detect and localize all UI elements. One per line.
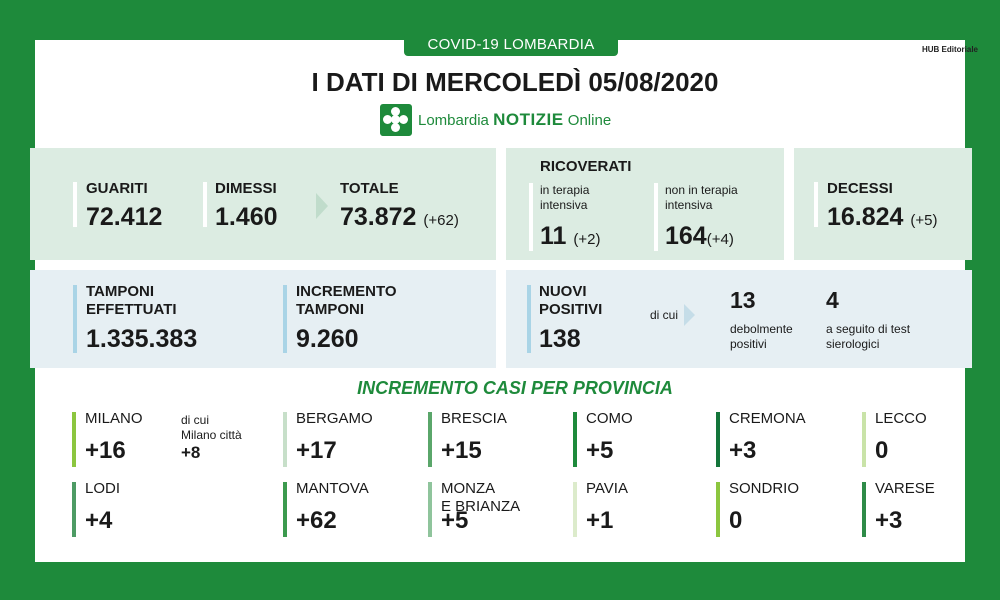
province-bar [283,412,287,467]
province-name: PAVIA [586,480,628,497]
province-name: LODI [85,480,121,497]
province-section-title: INCREMENTO CASI PER PROVINCIA [357,378,673,398]
milano-citta-value: +8 [181,443,201,462]
province-name: CREMONA [729,410,806,427]
sierologici-value: 4 [826,287,839,313]
tamponi-label: TAMPONI EFFETTUATI [86,283,177,318]
province-name: LECCO [875,410,927,427]
deboli-label: debolmente positivi [730,322,793,351]
province-value: +17 [296,437,337,464]
guariti-value: 72.412 [86,203,163,231]
province-name: COMO [586,410,633,427]
totale-value: 73.872 (+62) [340,203,459,231]
guariti-label: GUARITI [86,180,148,197]
province-name: MONZA E BRIANZA [441,480,521,515]
province-bar [862,412,866,467]
province-bar [862,482,866,537]
lombardia-logo-icon [380,104,412,136]
logo-text: Lombardia NOTIZIE Online [418,110,612,129]
region-badge: COVID-19 LOMBARDIA [404,34,618,56]
page-title: I DATI DI MERCOLEDÌ 05/08/2020 [311,67,719,97]
arrow-right-icon [316,193,328,219]
publisher-label: HUB Editoriale [922,45,979,54]
dimessi-value: 1.460 [215,203,278,231]
province-value: +3 [875,507,903,534]
decessi-label: DECESSI [827,180,893,197]
deboli-value: 13 [730,287,756,313]
province-value: +16 [85,437,126,464]
ti-label: in terapia intensiva [540,183,590,212]
province-name: VARESE [875,480,935,497]
province-value: +5 [441,507,469,534]
province-bar [573,482,577,537]
totale-label: TOTALE [340,180,399,197]
province-name: SONDRIO [729,480,800,497]
nuovi-label: NUOVI POSITIVI [539,283,603,318]
sierologici-label: a seguito di test sierologici [826,322,911,351]
province-bar [72,482,76,537]
province-value: +1 [586,507,614,534]
province-bar [72,412,76,467]
province-value: 0 [875,437,889,464]
province-bar [283,482,287,537]
province-value: +62 [296,507,337,534]
milano-note: di cui Milano città [181,413,242,442]
nti-label: non in terapia intensiva [665,183,738,212]
di-cui-label: di cui [650,308,679,322]
province-bar [716,482,720,537]
nuovi-value: 138 [539,325,581,353]
ti-value: 11 (+2) [540,222,601,250]
tamponi-value: 1.335.383 [86,325,198,353]
province-name: BRESCIA [441,410,507,427]
province-bar [428,412,432,467]
ricoverati-label: RICOVERATI [540,158,632,175]
decessi-value: 16.824 (+5) [827,203,938,231]
province-value: +4 [85,507,113,534]
province-value: +15 [441,437,482,464]
province-bar [716,412,720,467]
province-value: 0 [729,507,743,534]
province-value: +5 [586,437,614,464]
province-name: MILANO [85,410,143,427]
province-bar [428,482,432,537]
arrow-right-icon [684,304,695,326]
province-name: MANTOVA [296,480,369,497]
incremento-label: INCREMENTO TAMPONI [296,283,397,318]
province-name: BERGAMO [296,410,373,427]
nti-value: 164(+4) [665,222,734,250]
logo [380,104,611,136]
dimessi-label: DIMESSI [215,180,277,197]
province-bar [573,412,577,467]
incremento-value: 9.260 [296,325,359,353]
province-value: +3 [729,437,757,464]
